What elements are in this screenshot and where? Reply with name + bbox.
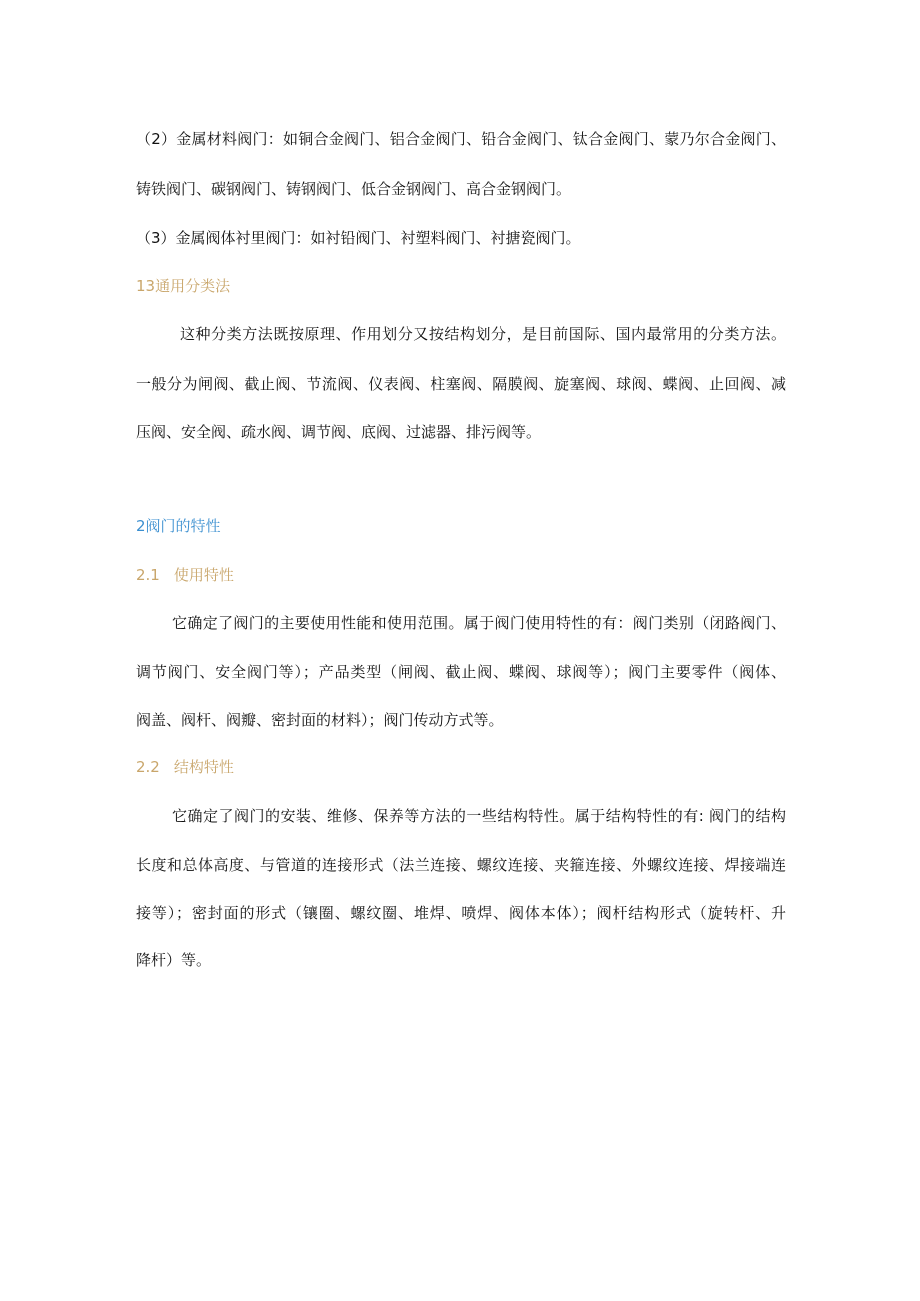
paragraph-lined-valves: （3）金属阀体衬里阀门：如衬铅阀门、衬塑料阀门、衬搪瓷阀门。	[136, 229, 581, 247]
heading-usage-text: 使用特性	[173, 566, 234, 584]
paragraph-usage-line-1: 它确定了阀门的主要使用性能和使用范围。属于阀门使用特性的有：阀门类别（闭路阀门、	[172, 614, 786, 632]
heading-structural-text: 结构特性	[173, 758, 234, 776]
heading-valve-characteristics: 2阀门的特性	[136, 517, 221, 535]
paragraph-usage-line-2: 调节阀门、安全阀门等）；产品类型（闸阀、截止阀、蝶阀、球阀等）；阀门主要零件（阀体、	[136, 663, 786, 681]
paragraph-classification-line-1: 这种分类方法既按原理、作用划分又按结构划分，是目前国际、国内最常用的分类方法。	[180, 325, 786, 343]
paragraph-metal-valves-line-1: （2）金属材料阀门：如铜合金阀门、铝合金阀门、铅合金阀门、钛合金阀门、蒙乃尔合金阀门、	[136, 130, 786, 148]
heading-structural-characteristics	[136, 757, 234, 777]
paragraph-metal-valves-line-2: 铸铁阀门、碳钢阀门、铸钢阀门、低合金钢阀门、高合金钢阀门。	[136, 180, 572, 198]
paragraph-classification-line-2: 一般分为闸阀、截止阀、节流阀、仪表阀、柱塞阀、隔膜阀、旋塞阀、球阀、蝶阀、止回阀、减	[136, 375, 786, 393]
paragraph-classification-line-3: 压阀、安全阀、疏水阀、调节阀、底阀、过滤器、排污阀等。	[136, 423, 542, 441]
heading-structural-number: 2.2	[136, 758, 160, 776]
heading-general-classification: 13通用分类法	[136, 277, 231, 295]
heading-usage-number: 2.1	[136, 566, 160, 584]
heading-usage-characteristics	[136, 565, 234, 585]
paragraph-structure-line-2: 长度和总体高度、与管道的连接形式（法兰连接、螺纹连接、夹箍连接、外螺纹连接、焊接端连	[136, 856, 786, 874]
paragraph-structure-line-1: 它确定了阀门的安装、维修、保养等方法的一些结构特性。属于结构特性的有: 阀门的结构	[172, 807, 786, 825]
paragraph-structure-line-3: 接等）；密封面的形式（镶圈、螺纹圈、堆焊、喷焊、阀体本体）；阀杆结构形式（旋转杆、升	[136, 904, 786, 922]
paragraph-usage-line-3: 阀盖、阀杆、阀瓣、密封面的材料）；阀门传动方式等。	[136, 711, 504, 729]
paragraph-structure-line-4: 降杆）等。	[136, 951, 212, 969]
